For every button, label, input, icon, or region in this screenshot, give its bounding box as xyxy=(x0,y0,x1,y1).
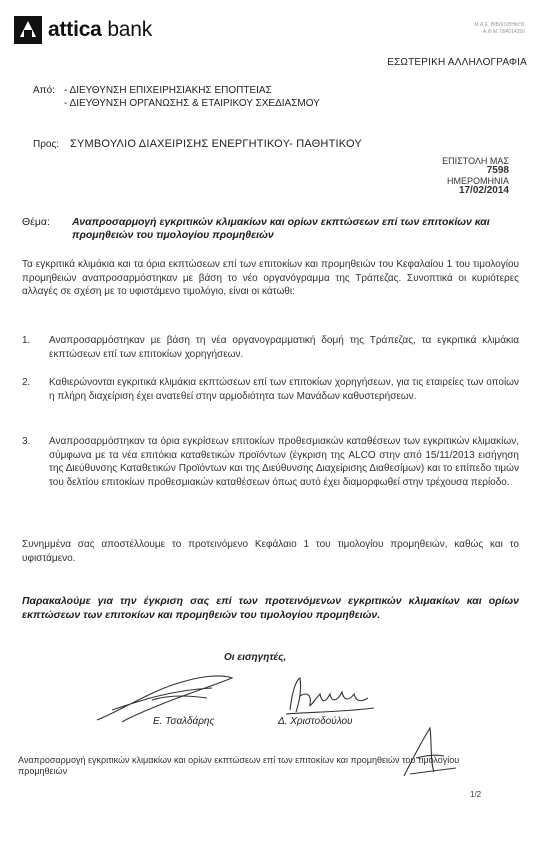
from-item: - ΔΙΕΥΘΥΝΣΗ ΕΠΙΧΕΙΡΗΣΙΑΚΗΣ ΕΠΟΠΤΕΙΑΣ xyxy=(64,85,272,96)
from-item: - ΔΙΕΥΘΥΝΣΗ ΟΡΓΑΝΩΣΗΣ & ΕΤΑΙΡΙΚΟΥ ΣΧΕΔΙΑΣΜΟΥ xyxy=(64,98,320,109)
attached-paragraph: Συνημμένα σας αποστέλλουμε το προτεινόμενο Κεφάλαιο 1 του τιμολογίου προμηθειών, καθώς και το υφιστάμενο. xyxy=(22,539,519,564)
footer-text: Αναπροσαρμογή εγκριτικών κλιμακίων και ορίων εκπτώσεων επί των επιτοκίων και προμηθειών του τιμολογίου προμηθειών xyxy=(18,755,460,776)
page-number: 1/2 xyxy=(470,790,482,799)
list-item-number: 1. xyxy=(22,335,31,346)
to-label: Προς: xyxy=(33,139,60,150)
rapporteurs-label: Οι εισηγητές, xyxy=(224,652,287,663)
from-label: Από: xyxy=(33,85,55,96)
signature-2-icon xyxy=(282,672,382,722)
to-recipient: ΣΥΜΒΟΥΛΙΟ ΔΙΑΧΕΙΡΙΣΗΣ ΕΝΕΡΓΗΤΙΚΟΥ- ΠΑΘΗΤΙΚΟΥ xyxy=(70,138,362,150)
from-list xyxy=(64,84,320,110)
reference-block xyxy=(442,156,509,196)
logo-text-rest: bank xyxy=(107,18,153,41)
date-label: ΗΜΕΡΟΜΗΝΙΑ xyxy=(446,176,509,186)
corner-line-2: Α.Φ.Μ. 094014250 xyxy=(482,29,525,35)
corner-line-1: Μ.Α.Ε. ΒΙΒΛΙΟΘΗΚΗΣ xyxy=(474,22,525,28)
list-item-number: 2. xyxy=(22,377,31,388)
request-paragraph: Παρακαλούμε για την έγκριση σας επί των προτεινόμενων εγκριτικών κλιμακίων και ορίων εκπτώσεων των επιτοκίων και προμηθειών του τιμολογίου προμηθειών. xyxy=(22,595,519,621)
internal-correspondence-label: ΕΣΩΤΕΡΙΚΗ ΑΛΛΗΛΟΓΡΑΦΙΑ xyxy=(387,57,527,68)
letter-number: 7598 xyxy=(486,165,509,176)
signatory-name-2: Δ. Χριστοδούλου xyxy=(278,716,353,727)
subject-text: Αναπροσαρμογή εγκριτικών κλιμακίων και ορίων εκπτώσεων επί των επιτοκίων και προμηθειών του τιμολογίου προμηθειών xyxy=(72,216,490,241)
corner-stamp xyxy=(474,22,525,36)
list-item-number: 3. xyxy=(22,436,31,447)
list-item-text: Καθιερώνονται εγκριτικά κλιμάκια εκπτώσεων επί των επιτοκίων χορηγήσεων, για τις εταιρείες των οποίων η πλήρη διαχείριση έχει ανατεθεί στην αρμοδιότητα των Μανάδων καθυστερήσεων. xyxy=(49,377,519,402)
list-item-text: Αναπροσαρμόστηκαν με βάση τη νέα οργανογραμματική δομή της Τράπεζας, τα εγκριτικά κλιμάκια εκπτώσεων επί των επιτοκίων χορηγήσεων. xyxy=(49,335,519,360)
bank-logo xyxy=(14,14,152,46)
subject-label: Θέμα: xyxy=(22,216,50,228)
intro-paragraph: Τα εγκριτικά κλιμάκια και τα όρια εκπτώσεων επί των επιτοκίων και προμηθειών του Κεφαλαίου 1 του τιμολογίου προμηθειών αναπροσαρμόστηκαν με βάση το νέο οργανόγραμμα της Τράπεζας. Συνοπτικά οι κυριότερες αλλαγές σε σχέση με το υφιστάμενο τιμολόγιο, είναι οι κάτωθι: xyxy=(22,259,519,298)
attica-logo-icon xyxy=(14,16,42,44)
letter-label: ΕΠΙΣΤΟΛΗ ΜΑΣ xyxy=(442,156,509,166)
signatory-name-1: Ε. Τσαλδάρης xyxy=(153,716,215,727)
date-value: 17/02/2014 xyxy=(458,185,509,196)
list-item-text: Αναπροσαρμόστηκαν τα όρια εγκρίσεων επιτοκίων προθεσμιακών καταθέσεων των εγκριτικών κλιμακίων, σύμφωνα με τα νέα επιτόκια καταθετικών προϊόντων (έγκριση της ALCO στην από 15/11/2013 εισήγηση της Διεύθυνσης Καταθετικών Προϊόντων και της Διεύθυνσης Διαχείρισης Διαθεσίμων) και το επίπεδο τιμών του δελτίου επιτοκίων προθεσμιακών καταθέσεων όπως αυτό έχει διαμορφωθεί στην τρέχουσα περίοδο. xyxy=(49,436,519,489)
logo-text-bold: attica xyxy=(48,18,102,41)
